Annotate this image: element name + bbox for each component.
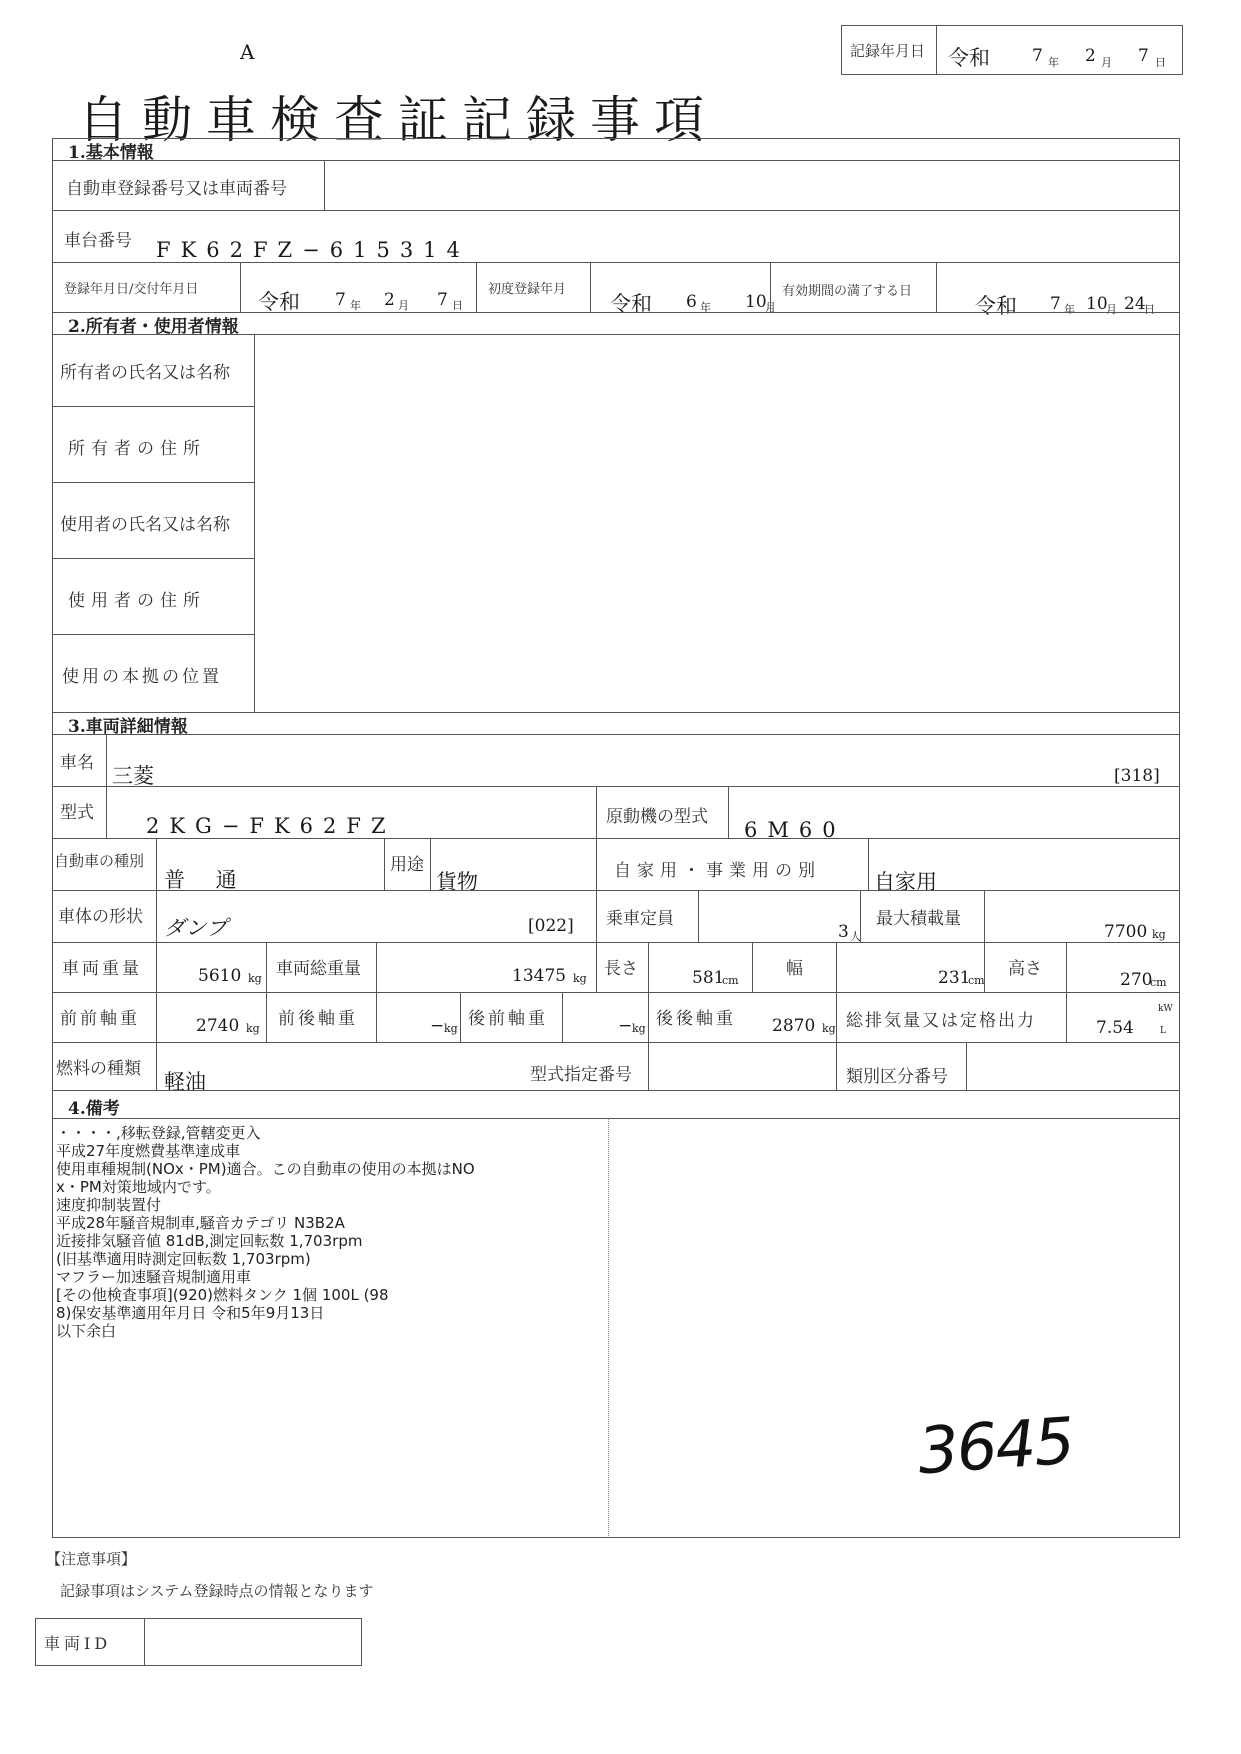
capacity-value: 3 bbox=[838, 922, 849, 942]
rr-axle-value: 2870 bbox=[772, 1016, 816, 1036]
displacement-unit-kw: kW bbox=[1158, 1004, 1173, 1014]
record-date-year: 7 bbox=[1032, 46, 1043, 66]
reg-date-era: 令和 bbox=[258, 290, 300, 314]
usage-label: 用途 bbox=[390, 855, 424, 875]
first-reg-label: 初度登録年月 bbox=[488, 282, 567, 297]
fr-axle-label: 前後軸重 bbox=[278, 1009, 358, 1029]
page-letter: A bbox=[240, 40, 255, 64]
type-designation-label: 型式指定番号 bbox=[530, 1065, 632, 1085]
remark-line: 平成28年騒音規制車,騒音カテゴリ N3B2A bbox=[56, 1214, 345, 1232]
category-label: 類別区分番号 bbox=[846, 1067, 948, 1087]
base-location-label: 使用の本拠の位置 bbox=[62, 667, 222, 687]
record-date-month-unit: 月 bbox=[1101, 56, 1112, 69]
expiry-label: 有効期間の満了する日 bbox=[782, 284, 913, 299]
gross-weight-unit: kg bbox=[573, 972, 587, 985]
body-label: 車体の形状 bbox=[58, 907, 143, 927]
remark-line: 速度抑制装置付 bbox=[56, 1196, 162, 1214]
width-label: 幅 bbox=[786, 959, 803, 979]
usage-value: 貨物 bbox=[436, 870, 478, 894]
length-unit: cm bbox=[722, 974, 739, 987]
weight-value: 5610 bbox=[198, 966, 242, 986]
fuel-label: 燃料の種類 bbox=[56, 1059, 141, 1079]
private-business-label: 自家用・事業用の別 bbox=[614, 861, 821, 881]
engine-value: 6M60 bbox=[744, 818, 846, 842]
expiry-day: 24 bbox=[1124, 294, 1146, 314]
gross-weight-value: 13475 bbox=[512, 966, 567, 986]
first-reg-era: 令和 bbox=[610, 292, 652, 316]
expiry-day-unit: 日 bbox=[1144, 303, 1155, 316]
remark-line: 平成27年度燃費基準達成車 bbox=[56, 1142, 241, 1160]
first-reg-month-unit: 月 bbox=[765, 301, 776, 314]
capacity-unit: 人 bbox=[850, 930, 861, 943]
expiry-year: 7 bbox=[1050, 294, 1061, 314]
remark-line: 近接排気騒音値 81dB,測定回転数 1,703rpm bbox=[56, 1232, 363, 1250]
body-code: [022] bbox=[528, 916, 574, 936]
length-value: 581 bbox=[692, 968, 725, 988]
remarks bbox=[56, 1124, 604, 1340]
type-value: 普 通 bbox=[164, 868, 249, 892]
height-unit: cm bbox=[1150, 976, 1167, 989]
reg-date-year-unit: 年 bbox=[350, 299, 361, 312]
chassis-label: 車台番号 bbox=[64, 231, 132, 251]
capacity-label: 乗車定員 bbox=[606, 909, 674, 929]
fr-axle-value: − bbox=[430, 1016, 445, 1036]
reg-date-day-unit: 日 bbox=[452, 299, 463, 312]
ff-axle-unit: kg bbox=[246, 1022, 260, 1035]
width-unit: cm bbox=[968, 974, 985, 987]
type-label: 自動車の種別 bbox=[54, 852, 145, 870]
rf-axle-unit: kg bbox=[632, 1022, 646, 1035]
rr-axle-unit: kg bbox=[822, 1022, 836, 1035]
displacement-value: 7.54 bbox=[1096, 1018, 1134, 1038]
ff-axle-value: 2740 bbox=[196, 1016, 240, 1036]
fr-axle-unit: kg bbox=[444, 1022, 458, 1035]
section2-title: 2.所有者・使用者情報 bbox=[68, 317, 239, 337]
vehicle-id-box bbox=[35, 1618, 362, 1666]
owner-name-label: 所有者の氏名又は名称 bbox=[60, 363, 230, 383]
max-load-label: 最大積載量 bbox=[876, 909, 961, 929]
record-date-day-unit: 日 bbox=[1155, 56, 1166, 69]
remarks-divider bbox=[608, 1118, 609, 1536]
rf-axle-value: − bbox=[618, 1016, 633, 1036]
record-date-box bbox=[841, 25, 1183, 75]
rr-axle-label: 後後軸重 bbox=[656, 1009, 736, 1029]
displacement-label: 総排気量又は定格出力 bbox=[846, 1011, 1036, 1031]
displacement-unit-l: L bbox=[1160, 1026, 1166, 1036]
section1-title: 1.基本情報 bbox=[68, 143, 154, 163]
page-title: 自動車検査証記録事項 bbox=[78, 91, 718, 149]
notes-title: 【注意事項】 bbox=[46, 1550, 137, 1568]
remark-line: ・・・・,移転登録,管轄変更入 bbox=[56, 1124, 261, 1142]
record-date-era: 令和 bbox=[948, 46, 990, 70]
record-date-year-unit: 年 bbox=[1048, 56, 1059, 69]
car-name-label: 車名 bbox=[60, 753, 94, 773]
height-value: 270 bbox=[1120, 970, 1153, 990]
first-reg-year: 6 bbox=[686, 292, 697, 312]
car-name-code: [318] bbox=[1114, 766, 1160, 786]
user-name-label: 使用者の氏名又は名称 bbox=[60, 515, 230, 535]
engine-label: 原動機の型式 bbox=[606, 807, 708, 827]
vehicle-id-label: 車両ID bbox=[44, 1634, 112, 1653]
record-date-month: 2 bbox=[1085, 46, 1096, 66]
expiry-year-unit: 年 bbox=[1064, 303, 1075, 316]
ff-axle-label: 前前軸重 bbox=[60, 1009, 140, 1029]
reg-date-year: 7 bbox=[335, 290, 346, 310]
weight-label: 車両重量 bbox=[62, 959, 142, 979]
gross-weight-label: 車両総重量 bbox=[276, 959, 361, 979]
handwritten-note: 3645 bbox=[915, 1404, 1076, 1490]
car-name-value: 三菱 bbox=[112, 764, 154, 788]
remark-line: x・PM対策地域内です。 bbox=[56, 1178, 221, 1196]
private-business-value: 自家用 bbox=[874, 870, 937, 894]
notes-text: 記録事項はシステム登録時点の情報となります bbox=[60, 1582, 374, 1600]
remark-line: マフラー加速騒音規制適用車 bbox=[56, 1268, 252, 1286]
fuel-value: 軽油 bbox=[164, 1070, 206, 1094]
record-date-day: 7 bbox=[1138, 46, 1149, 66]
rf-axle-label: 後前軸重 bbox=[468, 1009, 548, 1029]
remark-line: (旧基準適用時測定回転数 1,703rpm) bbox=[56, 1250, 311, 1268]
length-label: 長さ bbox=[604, 959, 638, 979]
model-value: 2KG−FK62FZ bbox=[146, 814, 396, 838]
remark-line: 以下余白 bbox=[56, 1322, 117, 1340]
expiry-month: 10 bbox=[1086, 294, 1108, 314]
remark-line: 8)保安基準適用年月日 令和5年9月13日 bbox=[56, 1304, 325, 1322]
record-date-label: 記録年月日 bbox=[850, 42, 926, 60]
chassis-value: FK62FZ−615314 bbox=[156, 238, 470, 262]
model-label: 型式 bbox=[60, 803, 94, 823]
reg-date-month: 2 bbox=[384, 290, 395, 310]
remark-line: [その他検査事項](920)燃料タンク 1個 100L (98 bbox=[56, 1286, 389, 1304]
weight-unit: kg bbox=[248, 972, 262, 985]
first-reg-year-unit: 年 bbox=[700, 301, 711, 314]
section3-title: 3.車両詳細情報 bbox=[68, 717, 188, 737]
expiry-month-unit: 月 bbox=[1106, 303, 1117, 316]
body-value: ダンプ bbox=[164, 916, 228, 940]
max-load-unit: kg bbox=[1152, 928, 1166, 941]
first-reg-month: 10 bbox=[745, 292, 767, 312]
height-label: 高さ bbox=[1008, 959, 1042, 979]
user-address-label: 使用者の住所 bbox=[68, 591, 206, 611]
reg-number-label: 自動車登録番号又は車両番号 bbox=[66, 179, 287, 199]
reg-date-label: 登録年月日/交付年月日 bbox=[64, 282, 199, 297]
width-value: 231 bbox=[938, 968, 971, 988]
max-load-value: 7700 bbox=[1104, 922, 1148, 942]
section4-title: 4.備考 bbox=[68, 1099, 120, 1119]
owner-address-label: 所有者の住所 bbox=[68, 439, 206, 459]
remark-line: 使用車種規制(NOx・PM)適合。この自動車の使用の本拠はNO bbox=[56, 1160, 475, 1178]
reg-date-month-unit: 月 bbox=[398, 299, 409, 312]
reg-date-day: 7 bbox=[437, 290, 448, 310]
expiry-era: 令和 bbox=[975, 294, 1017, 318]
